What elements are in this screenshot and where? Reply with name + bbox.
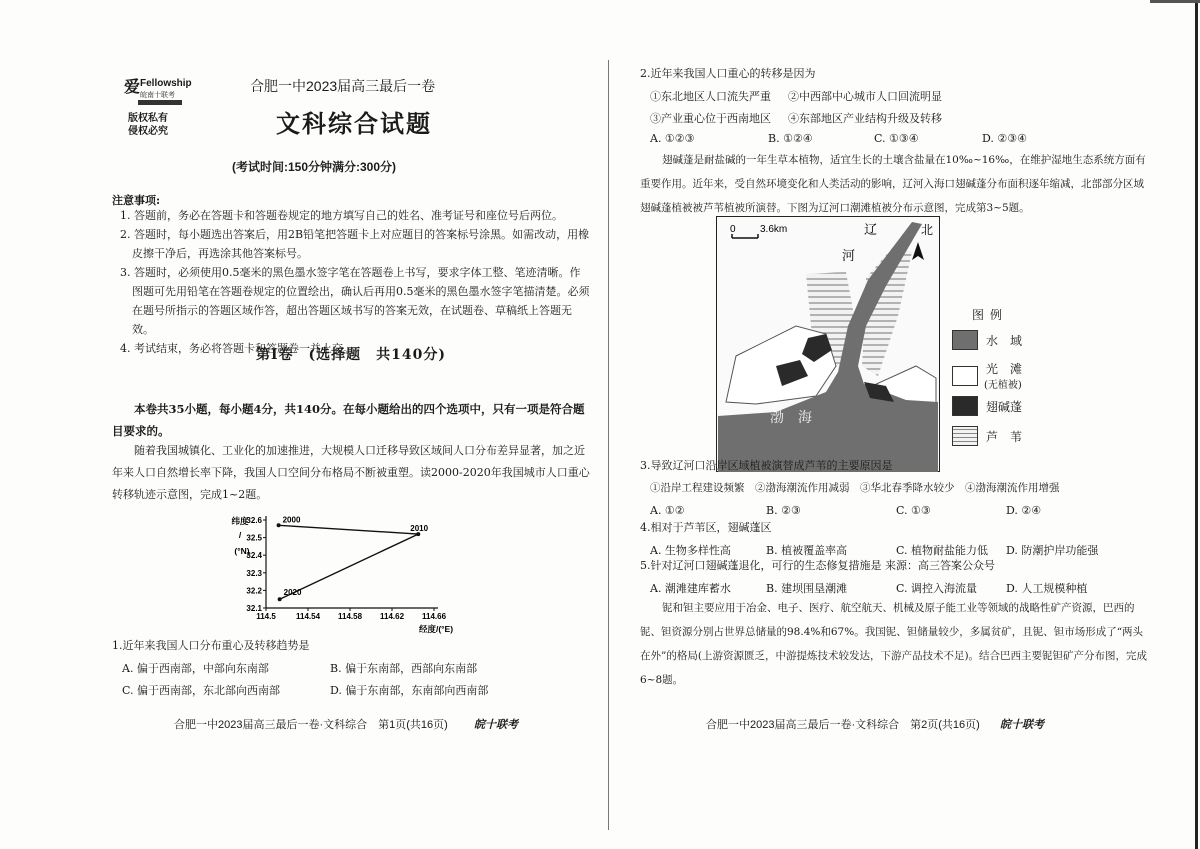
logo-english: Fellowship	[140, 78, 192, 89]
question-3-option-a: A. ①②	[650, 504, 685, 517]
question-2-stem: 2.近年来我国人口重心的转移是因为	[640, 67, 816, 80]
legend-swatch-water	[952, 330, 978, 350]
x-tick-label: 114.54	[295, 612, 321, 621]
question-3-option-b: B. ②③	[766, 504, 801, 517]
question-2-item: ①东北地区人口流失严重	[650, 90, 771, 103]
legend-swatch-reed	[952, 426, 978, 446]
notice-item: 1. 答题前，务必在答题卡和答题卷规定的地方填写自己的姓名、准考证号和座位号后两位。	[120, 209, 563, 222]
notice-heading: 注意事项:	[112, 194, 161, 207]
y-tick-label: 32.4	[246, 551, 262, 561]
point-label: 2000	[282, 515, 301, 525]
x-tick-label: 114.58	[337, 612, 363, 621]
exam-info: (考试时间:150分钟满分:300分)	[232, 160, 397, 174]
passage-niobium: 铌和钽主要应用于冶金、电子、医疗、航空航天、机械及原子能工业等领域的战略性矿产资源，巴西的铌、钽资源分别占世界总储量的98.4%和67%。我国铌、钽储量较少，多属贫矿，且铌、钽市场形成了“两头在外”的格局(上游资源匮乏，中游提炼技术较发达，下游产品技术不足)。结合巴西主要铌钽矿产分布图，完成6~8题。	[640, 602, 1148, 686]
rights-line-2: 侵权必究	[128, 126, 168, 137]
question-5-option-a: A. 潮滩建库蓄水	[650, 582, 731, 595]
passage-suaeda: 翅碱蓬是耐盐碱的一年生草本植物，适宜生长的土壤含盐量在10‰~16‰，在维护湿地生态系统方面有重要作用。近年来，受自然环境变化和人类活动的影响，辽河入海口翅碱蓬分布面积逐年缩减，北部部分区域翅碱蓬植被被芦苇植被所演替。下图为辽河口潮滩植被分布示意图，完成第3~5题。	[640, 154, 1146, 214]
logo-mark: 爱	[124, 77, 141, 96]
passage-population: 随着我国城镇化、工业化的加速推进，大规模人口迁移导致区域间人口分布差异显著，加之近年来人口自然增长率下降，我国人口空间分布格局不断被重塑。读2000-2020年我国城市人口重心转移轨迹示意图，完成1~2题。	[112, 444, 590, 501]
y-tick-label: 32.2	[246, 586, 262, 596]
question-1-option-b: B. 偏于东南部，西部向东南部	[330, 662, 478, 675]
sea-label: 渤 海	[770, 410, 812, 426]
question-1-option-d: D. 偏于东南部，东南部向西南部	[330, 684, 489, 697]
x-axis-label: 经度/(°E)	[418, 624, 454, 634]
stamp-right: 皖十联考	[1000, 718, 1044, 731]
legend-label-water: 水 域	[986, 334, 1023, 348]
question-4-option-a: A. 生物多样性高	[650, 544, 731, 557]
notice-item: 3. 答题时，必须使用0.5毫米的黑色墨水签字笔在答题卷上书写，要求字体工整、笔迹清晰。作图题可先用铅笔在答题卷规定的位置绘出，确认后再用0.5毫米的黑色墨水签字笔描清楚。必须在题号所指示的答题区域作答，超出答题区域书写的答案无效，在试题卷、草稿纸上答题无效。	[120, 266, 590, 336]
copyright-notice	[128, 112, 168, 138]
question-3-option-c: C. ①③	[896, 504, 931, 517]
notice-item: 4. 考试结束，务必将答题卡和答题卷一并上交。	[120, 342, 354, 355]
question-2-item: ④东部地区产业结构升级及转移	[788, 112, 942, 125]
y-axis-label-line2: /	[238, 530, 242, 540]
question-5-stem: 5.针对辽河口翅碱蓬退化，可行的生态修复措施是 来源：高三答案公众号	[640, 559, 995, 572]
north-label: 北	[921, 223, 934, 237]
x-tick-label: 114.62	[379, 612, 405, 621]
y-tick-label: 32.1	[246, 604, 262, 613]
exam-title: 文科综合试题	[276, 109, 432, 138]
rights-line-1: 版权私有	[128, 113, 168, 124]
question-4-option-b: B. 植被覆盖率高	[766, 544, 848, 557]
y-tick-label: 32.6	[246, 516, 262, 525]
question-4-stem: 4.相对于芦苇区，翅碱蓬区	[640, 521, 772, 534]
question-4-option-c: C. 植物耐盐能力低	[896, 544, 989, 557]
question-2-option-b: B. ①②④	[768, 132, 813, 145]
y-axis-label-line1: 纬度	[231, 516, 249, 526]
footer-left: 合肥一中2023届高三最后一卷·文科综合 第1页(共16页)	[174, 719, 448, 731]
y-axis-label-line3: (°N)	[234, 546, 250, 556]
question-4-option-d: D. 防潮护岸功能强	[1006, 544, 1099, 557]
footer-right: 合肥一中2023届高三最后一卷·文科综合 第2页(共16页)	[706, 719, 980, 731]
section-instruction: 本卷共35小题，每小题4分，共140分。在每小题给出的四个选项中，只有一项是符合题目要求的。	[112, 402, 585, 438]
right-page	[600, 0, 1200, 849]
legend-sublabel-flat: (无植被)	[984, 380, 1022, 391]
legend-label-suaeda: 翅碱蓬	[986, 400, 1023, 414]
y-tick-label: 32.3	[246, 568, 262, 578]
question-2-item: ②中西部中心城市人口回流明显	[788, 90, 942, 103]
question-5-option-b: B. 建坝围垦潮滩	[766, 582, 848, 595]
question-2-item: ③产业重心位于西南地区	[650, 112, 771, 125]
question-1-stem: 1.近年来我国人口分布重心及转移趋势是	[112, 639, 310, 652]
point-label: 2010	[410, 524, 429, 534]
question-1-option-a: A. 偏于西南部，中部向东南部	[122, 662, 269, 675]
stamp-left: 皖十联考	[474, 718, 518, 731]
chart-layer	[231, 515, 453, 634]
river-label-1: 辽	[864, 223, 878, 238]
y-tick-label: 32.5	[246, 533, 262, 543]
population-center-chart	[226, 510, 466, 636]
liaohe-estuary-map	[716, 216, 940, 472]
x-tick-label: 114.66	[421, 612, 447, 621]
school-title: 合肥一中2023届高三最后一卷	[250, 78, 436, 94]
notice-list	[112, 206, 590, 358]
question-2-option-a: A. ①②③	[650, 132, 695, 145]
x-tick-label: 114.5	[256, 612, 276, 621]
scale-label: 3.6km	[760, 224, 788, 235]
scale-zero: 0	[730, 224, 736, 235]
question-3-stem: 3.导致辽河口沿岸区域植被演替成芦苇的主要原因是	[640, 459, 893, 472]
legend-label-flat: 光 滩	[986, 362, 1023, 376]
question-3-option-d: D. ②④	[1006, 504, 1042, 517]
legend-label-reed: 芦 苇	[986, 430, 1023, 444]
data-point	[277, 523, 281, 527]
question-2-option-d: D. ②③④	[982, 132, 1028, 145]
question-5-option-d: D. 人工规模种植	[1006, 582, 1088, 595]
logo-chinese: 皖南十联考	[140, 91, 175, 99]
notice-item: 2. 答题时，每小题选出答案后，用2B铅笔把答题卡上对应题目的答案标号涂黑。如需改动，用橡皮擦干净后，再选涂其他答案标号。	[120, 228, 590, 260]
legend-heading: 图例	[972, 308, 1009, 322]
question-2-option-c: C. ①③④	[874, 132, 919, 145]
data-point	[278, 597, 282, 601]
section-title: 第Ⅰ卷 (选择题 共140分)	[256, 347, 447, 363]
legend-swatch-suaeda	[952, 396, 978, 416]
question-1-option-c: C. 偏于西南部，东北部向西南部	[122, 684, 281, 697]
legend-swatch-flat	[952, 366, 978, 386]
question-5-option-c: C. 调控入海流量	[896, 582, 978, 595]
question-3-items: ①沿岸工程建设频繁 ②渤海潮流作用减弱 ③华北春季降水较少 ④渤海潮流作用增强	[650, 482, 1060, 494]
point-label: 2020	[283, 588, 302, 598]
logo-bar	[138, 100, 182, 105]
river-label-2: 河	[842, 249, 856, 264]
